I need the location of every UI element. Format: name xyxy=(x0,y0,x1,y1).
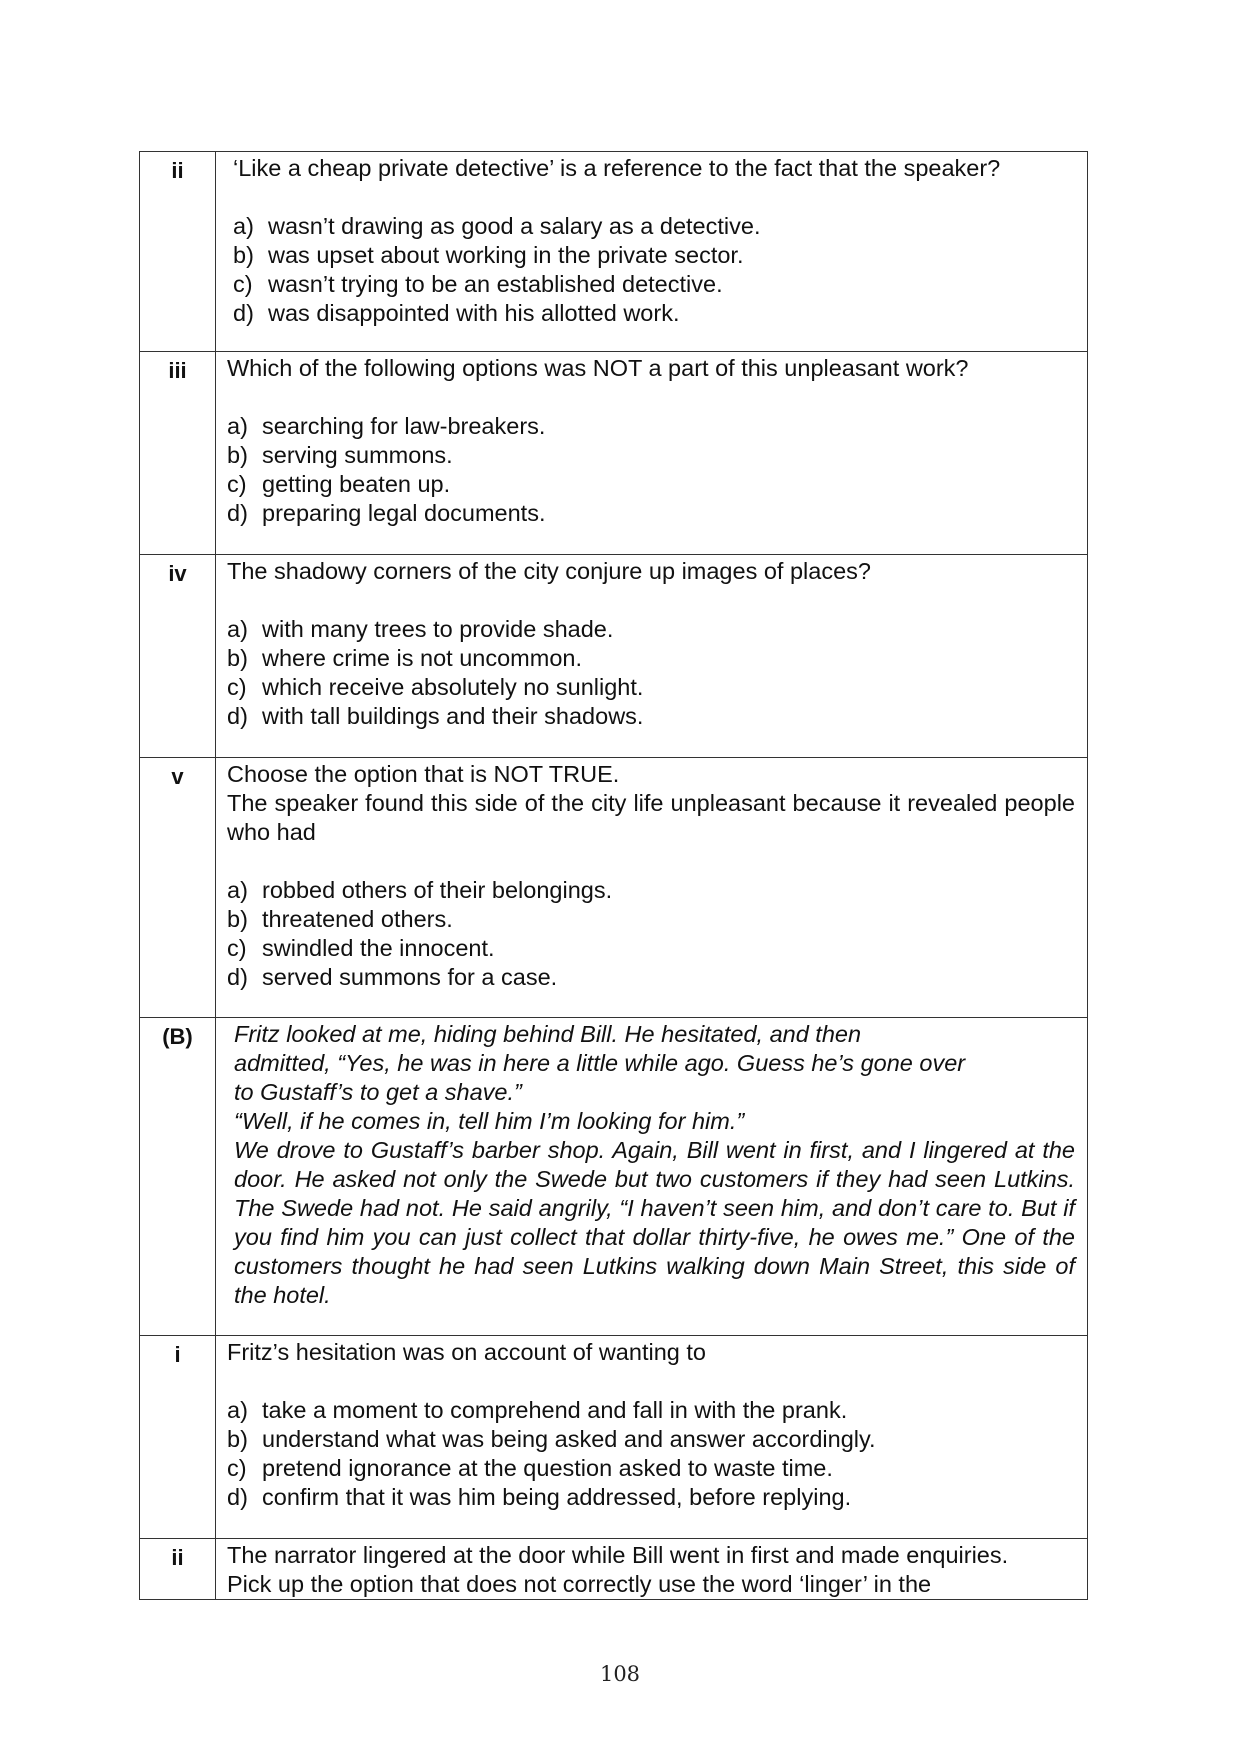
question-cell xyxy=(216,758,1088,1018)
option-item: a) robbed others of their belongings. xyxy=(227,877,613,903)
option-item: c) pretend ignorance at the question asked to waste time. xyxy=(227,1455,833,1481)
passage-text: Fritz looked at me, hiding behind Bill. He hesitated, and then admitted, “Yes, he was in here a little while ago. Guess he’s gone over to Gustaff’s to get a shave.” “Well, if he comes in, tell him I’m looking for him.” We drove to Gustaff’s barber shop. Again, Bill went in first, and I lingered at the door. He asked not only the Swede but two customers if they had seen Lutkins. The Swede had not. He said angrily, “I haven’t seen him, and don’t care to. But if you find him you can just collect that dollar thirty-five, he owes me.” One of the customers thought he had seen Lutkins walking down Main Street, this side of the hotel. xyxy=(234,1021,1075,1308)
question-row xyxy=(140,758,1088,1018)
option-item: d) was disappointed with his allotted work. xyxy=(233,300,680,326)
passage-cell xyxy=(216,1018,1088,1336)
question-cell xyxy=(216,1336,1088,1539)
option-item: a) wasn’t drawing as good a salary as a detective. xyxy=(233,213,761,239)
option-list xyxy=(227,1396,1075,1512)
question-row xyxy=(140,1336,1088,1539)
question-number: iii xyxy=(140,352,216,555)
option-item: b) was upset about working in the private sector. xyxy=(233,242,744,268)
question-cell xyxy=(216,352,1088,555)
question-number: v xyxy=(140,758,216,1018)
option-list xyxy=(233,212,1075,328)
option-list xyxy=(227,876,1075,992)
question-text: Choose the option that is NOT TRUE. xyxy=(227,761,620,787)
option-item: d) with tall buildings and their shadows. xyxy=(227,703,644,729)
option-list xyxy=(227,615,1075,731)
question-text: ‘Like a cheap private detective’ is a reference to the fact that the speaker? xyxy=(233,155,1001,181)
option-item: b) understand what was being asked and answer accordingly. xyxy=(227,1426,876,1452)
question-text: Which of the following options was NOT a part of this unpleasant work? xyxy=(227,355,969,381)
option-item: d) preparing legal documents. xyxy=(227,500,546,526)
option-item: c) getting beaten up. xyxy=(227,471,451,497)
question-text: The shadowy corners of the city conjure up images of places? xyxy=(227,558,871,584)
option-item: b) serving summons. xyxy=(227,442,453,468)
question-number: iv xyxy=(140,555,216,758)
passage-row xyxy=(140,1018,1088,1336)
option-item: c) which receive absolutely no sunlight. xyxy=(227,674,644,700)
question-row xyxy=(140,555,1088,758)
option-list xyxy=(227,412,1075,528)
question-text: The narrator lingered at the door while Bill went in first and made enquiries. xyxy=(227,1542,1009,1568)
question-number: ii xyxy=(140,1539,216,1600)
question-cell xyxy=(216,555,1088,758)
option-item: a) searching for law-breakers. xyxy=(227,413,546,439)
question-number: ii xyxy=(140,152,216,352)
question-text: The speaker found this side of the city life unpleasant because it revealed people who had xyxy=(227,790,1075,845)
option-item: b) threatened others. xyxy=(227,906,453,932)
option-item: b) where crime is not uncommon. xyxy=(227,645,582,671)
option-item: a) take a moment to comprehend and fall in with the prank. xyxy=(227,1397,848,1423)
question-row xyxy=(140,352,1088,555)
option-item: c) swindled the innocent. xyxy=(227,935,495,961)
page-number: 108 xyxy=(599,1662,641,1686)
passage-label: (B) xyxy=(140,1018,216,1336)
option-item: d) served summons for a case. xyxy=(227,964,558,990)
option-item: c) wasn’t trying to be an established detective. xyxy=(233,271,723,297)
question-text: Pick up the option that does not correctly use the word ‘linger’ in the xyxy=(227,1571,932,1597)
option-item: d) confirm that it was him being addressed, before replying. xyxy=(227,1484,852,1510)
question-table xyxy=(139,151,1088,1600)
question-cell xyxy=(216,152,1088,352)
question-row xyxy=(140,152,1088,352)
question-cell xyxy=(216,1539,1088,1600)
question-row xyxy=(140,1539,1088,1600)
option-item: a) with many trees to provide shade. xyxy=(227,616,614,642)
question-number: i xyxy=(140,1336,216,1539)
question-text: Fritz’s hesitation was on account of wanting to xyxy=(227,1339,706,1365)
